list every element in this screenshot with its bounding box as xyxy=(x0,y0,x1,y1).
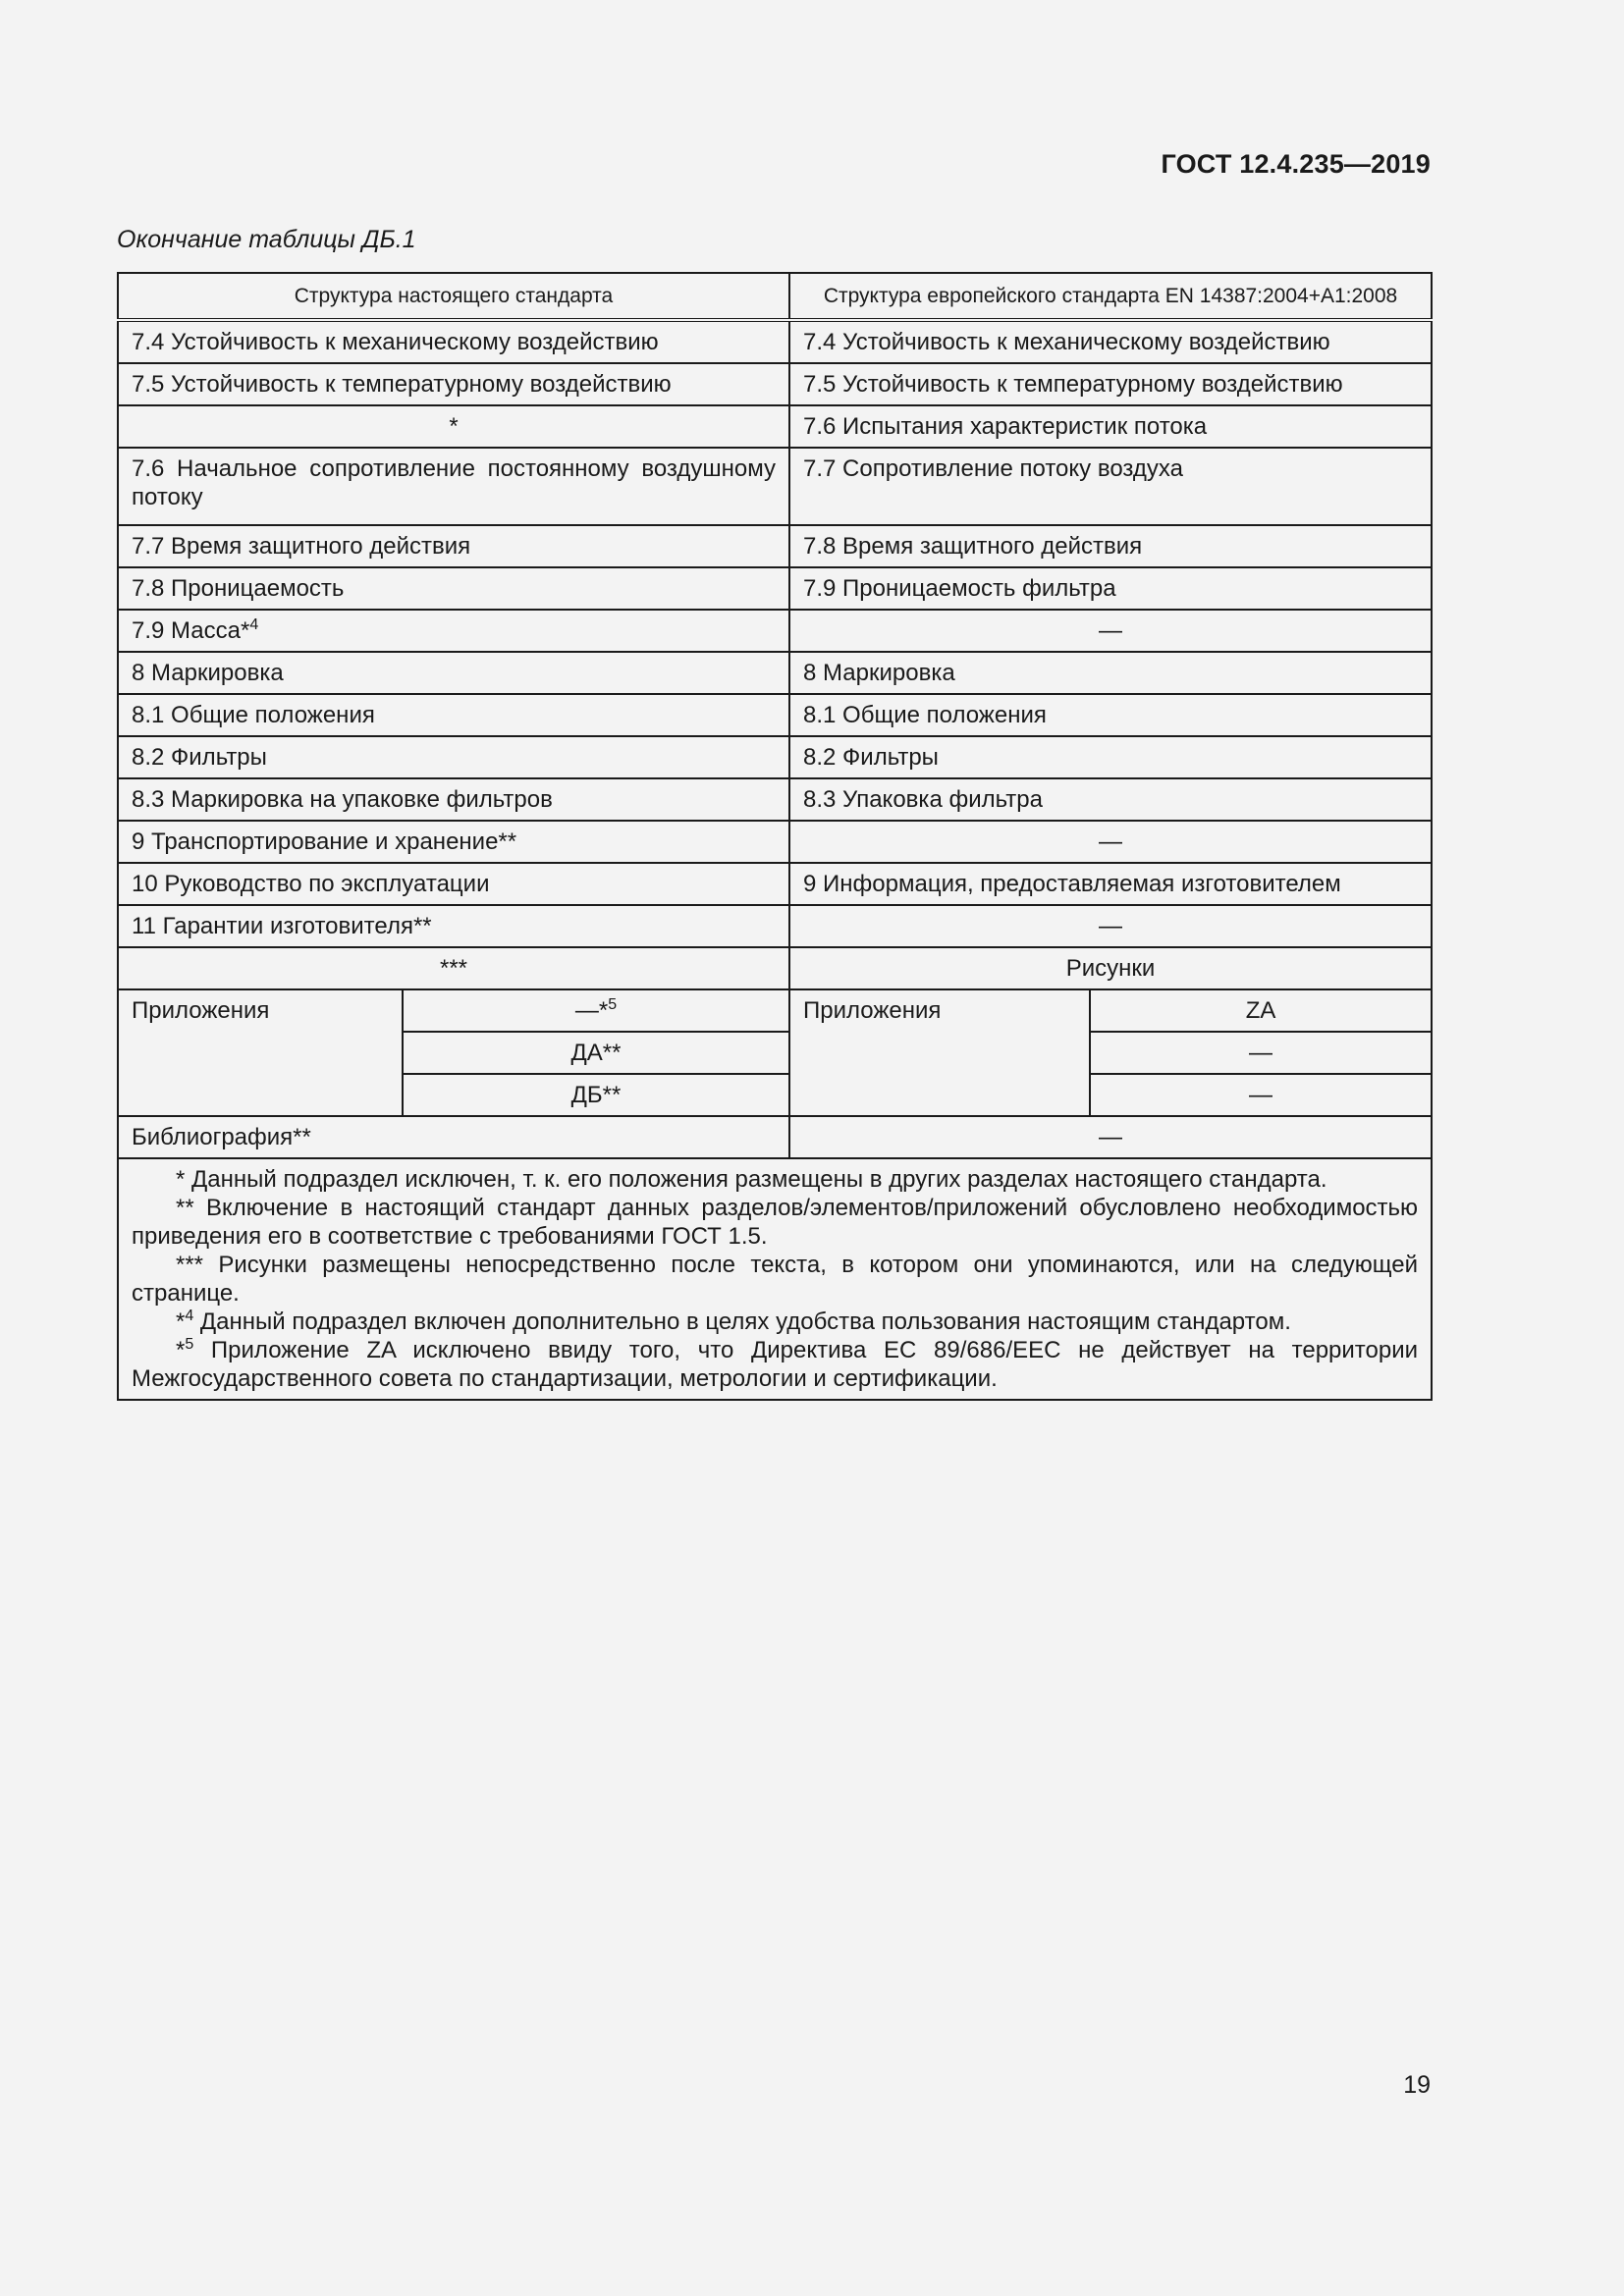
cell-right: 7.9 Проницаемость фильтра xyxy=(789,567,1432,610)
cell-left: 10 Руководство по эксплуатации xyxy=(118,863,789,905)
footnote xyxy=(132,1308,1418,1336)
header-european-standard: Структура европейского стандарта EN 14387:2004+A1:2008 xyxy=(789,273,1432,320)
cell-left: * xyxy=(118,405,789,448)
footnote-text: Приложение ZA исключено ввиду того, что Директива ЕС 89/686/EEC не действует на территории Межгосударственного совета по стандартизации, метрологии и сертификации. xyxy=(132,1337,1419,1392)
cell-left: 11 Гарантии изготовителя** xyxy=(118,905,789,947)
footnote-marker: ** xyxy=(176,1195,194,1221)
appendix-item-left: ДБ** xyxy=(403,1074,789,1116)
table-row xyxy=(118,405,1432,448)
cell-right: 9 Информация, предоставляемая изготовителем xyxy=(789,863,1432,905)
cell-left: 7.7 Время защитного действия xyxy=(118,525,789,567)
cell-left: 9 Транспортирование и хранение** xyxy=(118,821,789,863)
cell-left: 7.4 Устойчивость к механическому воздействию xyxy=(118,320,789,363)
cell-text: —* xyxy=(574,997,609,1024)
table-row xyxy=(118,448,1432,525)
table-row xyxy=(118,567,1432,610)
table-row xyxy=(118,363,1432,405)
cell-right: 7.4 Устойчивость к механическому воздействию xyxy=(789,320,1432,363)
table-row xyxy=(118,947,1432,989)
table-row xyxy=(118,736,1432,778)
cell-right: 7.7 Сопротивление потоку воздуха xyxy=(789,448,1432,525)
cell-left: 8 Маркировка xyxy=(118,652,789,694)
table-row xyxy=(118,863,1432,905)
cell-right: 8.3 Упаковка фильтра xyxy=(789,778,1432,821)
footnote-marker: * xyxy=(176,1308,186,1335)
cell-right: 7.6 Испытания характеристик потока xyxy=(789,405,1432,448)
table-row xyxy=(118,320,1432,363)
cell-left: *** xyxy=(118,947,789,989)
appendix-label-right: Приложения xyxy=(789,989,1090,1116)
appendix-item-left: ДА** xyxy=(403,1032,789,1074)
page-number: 19 xyxy=(1403,2071,1431,2099)
header-current-standard: Структура настоящего стандарта xyxy=(118,273,789,320)
cell-left: 8.3 Маркировка на упаковке фильтров xyxy=(118,778,789,821)
footnote xyxy=(132,1194,1418,1251)
table-header-row xyxy=(118,273,1432,320)
appendix-item-right: ZA xyxy=(1090,989,1432,1032)
footnotes-cell xyxy=(118,1158,1432,1400)
appendix-item-right: — xyxy=(1090,1074,1432,1116)
footnote-ref: 4 xyxy=(249,616,259,633)
footnote-text: Рисунки размещены непосредственно после текста, в котором они упоминаются, или на следующей странице. xyxy=(132,1252,1419,1307)
cell-left: 7.8 Проницаемость xyxy=(118,567,789,610)
footnote xyxy=(132,1251,1418,1308)
cell-right: — xyxy=(789,610,1432,652)
table-row xyxy=(118,1116,1432,1158)
cell-left: Библиография** xyxy=(118,1116,789,1158)
table-row xyxy=(118,821,1432,863)
cell-right: 8 Маркировка xyxy=(789,652,1432,694)
footnote-text: Данный подраздел исключен, т. к. его положения размещены в других разделах настоящего стандарта. xyxy=(185,1166,1327,1193)
footnote xyxy=(132,1165,1418,1194)
table-row xyxy=(118,694,1432,736)
structure-comparison-table xyxy=(117,272,1433,1401)
table-row xyxy=(118,525,1432,567)
footnote-text: Данный подраздел включен дополнительно в целях удобства пользования настоящим стандартом. xyxy=(193,1308,1291,1335)
cell-right: 7.5 Устойчивость к температурному воздействию xyxy=(789,363,1432,405)
footnote-marker: * xyxy=(176,1166,186,1193)
cell-left xyxy=(118,610,789,652)
cell-right: 7.8 Время защитного действия xyxy=(789,525,1432,567)
cell-left: 7.6 Начальное сопротивление постоянному воздушному потоку xyxy=(118,448,789,525)
table-row xyxy=(118,610,1432,652)
cell-left: 8.2 Фильтры xyxy=(118,736,789,778)
appendix-item-left xyxy=(403,989,789,1032)
appendix-item-right: — xyxy=(1090,1032,1432,1074)
table-row xyxy=(118,652,1432,694)
cell-right: Рисунки xyxy=(789,947,1432,989)
appendix-row xyxy=(118,989,1432,1032)
footnote-marker: *** xyxy=(176,1252,204,1278)
cell-right: — xyxy=(789,1116,1432,1158)
footnote-marker: * xyxy=(176,1337,186,1363)
cell-right: 8.1 Общие положения xyxy=(789,694,1432,736)
table-row xyxy=(118,905,1432,947)
footnote-ref: 5 xyxy=(608,996,618,1013)
cell-left: 8.1 Общие положения xyxy=(118,694,789,736)
footnote-marker-sup: 4 xyxy=(185,1308,194,1324)
footnote xyxy=(132,1336,1418,1393)
cell-left: 7.5 Устойчивость к температурному воздействию xyxy=(118,363,789,405)
cell-right: 8.2 Фильтры xyxy=(789,736,1432,778)
table-caption: Окончание таблицы ДБ.1 xyxy=(117,226,416,253)
footnote-text: Включение в настоящий стандарт данных разделов/элементов/приложений обусловлено необходимостью приведения его в соответствие с требованиями ГОСТ 1.5. xyxy=(132,1195,1419,1250)
document-code: ГОСТ 12.4.235—2019 xyxy=(1161,149,1431,179)
cell-right: — xyxy=(789,905,1432,947)
footnotes-row xyxy=(118,1158,1432,1400)
appendix-label-left: Приложения xyxy=(118,989,403,1116)
footnote-marker-sup: 5 xyxy=(185,1336,194,1353)
cell-text: 7.9 Масса* xyxy=(132,617,250,644)
cell-right: — xyxy=(789,821,1432,863)
table-row xyxy=(118,778,1432,821)
